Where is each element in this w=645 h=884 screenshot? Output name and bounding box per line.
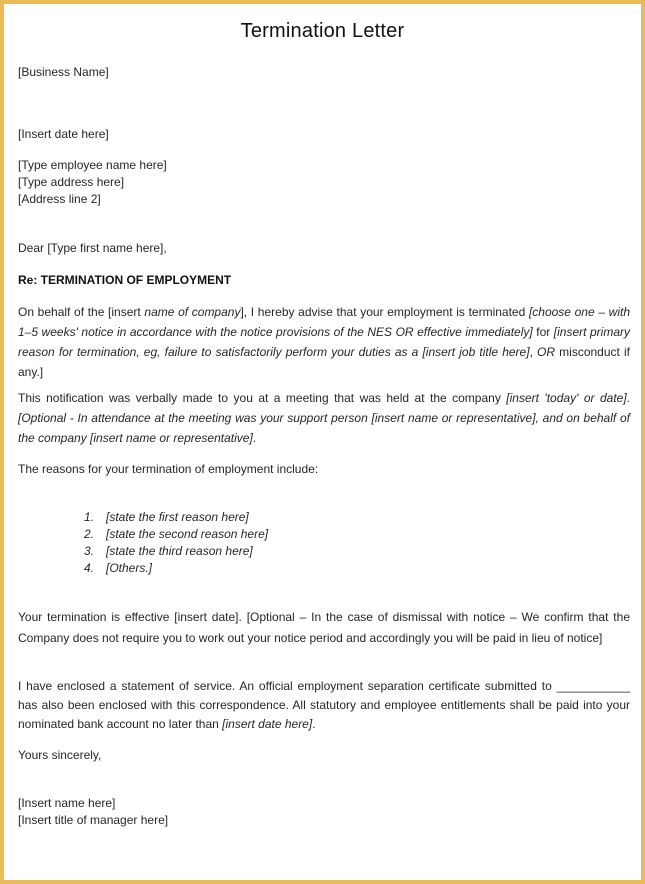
closing: Yours sincerely,	[18, 748, 102, 762]
para1-text-j: OR	[537, 345, 556, 359]
list-text: [state the first reason here]	[106, 510, 249, 524]
list-item	[84, 526, 268, 543]
signature-block	[18, 795, 630, 829]
para2-text-b: [insert 'today' or date]	[506, 391, 627, 405]
reasons-intro: The reasons for your termination of employment include:	[18, 462, 319, 476]
para2-text-e: .	[252, 431, 257, 445]
signatory-title: [Insert title of manager here]	[18, 813, 169, 827]
para1-text-h: [insert primary reason for termination, eg, failure to satisfactorily perform your duties as a [insert job title here]	[18, 325, 631, 359]
para2-text-a: This notification was verbally made to you at a meeting that was held at the company	[18, 391, 507, 405]
para1-text-e: OR	[395, 325, 414, 339]
letter-date: [Insert date here]	[18, 127, 109, 141]
subject-line: Re: TERMINATION OF EMPLOYMENT	[18, 273, 232, 287]
list-number: 3.	[84, 544, 95, 558]
para2-text-d: [Optional - In attendance at the meeting was your support person [insert name or representative], and on behalf of the company [insert name or representative]	[18, 411, 630, 445]
list-number: 1.	[84, 510, 95, 524]
paragraph-meeting	[18, 388, 630, 448]
recipient-address-line-2: [Address line 2]	[18, 192, 101, 206]
para1-text-f: effective immediately]	[413, 325, 533, 339]
list-text: [Others.]	[106, 561, 153, 575]
list-text: [state the third reason here]	[106, 544, 253, 558]
para1-text-k: misconduct if any.]	[18, 345, 630, 379]
recipient-name: [Type employee name here]	[18, 158, 167, 172]
para1-text-b: name of company	[144, 305, 241, 319]
paragraph-enclosures	[18, 677, 630, 734]
recipient-address	[18, 157, 630, 208]
para4-text-a: I have enclosed a statement of service. An official employment separation certificate submitted to ___________ has also been enclosed with this correspondence. All statutory and employee entitlements shall be paid into your nominated bank account no later than	[18, 679, 630, 731]
list-text: [state the second reason here]	[106, 527, 269, 541]
para4-text-b: [insert date here]	[222, 717, 313, 731]
signatory-name: [Insert name here]	[18, 796, 116, 810]
list-number: 4.	[84, 561, 95, 575]
para1-text-i: ,	[529, 345, 538, 359]
list-item	[84, 509, 268, 526]
reasons-list	[84, 509, 268, 577]
business-name: [Business Name]	[18, 65, 109, 79]
para1-text-c: ], I hereby advise that your employment is terminated	[240, 305, 529, 319]
salutation: Dear [Type first name here],	[18, 241, 167, 255]
list-item	[84, 543, 268, 560]
para1-text-g: for	[532, 325, 554, 339]
list-number: 2.	[84, 527, 95, 541]
document-title: Termination Letter	[240, 20, 405, 42]
para1-text-a: On behalf of the [insert	[18, 305, 145, 319]
list-item	[84, 560, 268, 577]
paragraph-effective-date: Your termination is effective [insert date]. [Optional – In the case of dismissal with notice – We confirm that the Company does not require you to work out your notice period and accordingly you will be paid in lieu of notice]	[18, 610, 630, 645]
para4-text-c: .	[312, 717, 316, 731]
paragraph-notice	[18, 302, 630, 382]
para1-text-d: [choose one – with 1–5 weeks' notice in accordance with the notice provisions of the NES	[18, 305, 631, 339]
para2-text-c: .	[626, 391, 630, 405]
recipient-address-line-1: [Type address here]	[18, 175, 125, 189]
